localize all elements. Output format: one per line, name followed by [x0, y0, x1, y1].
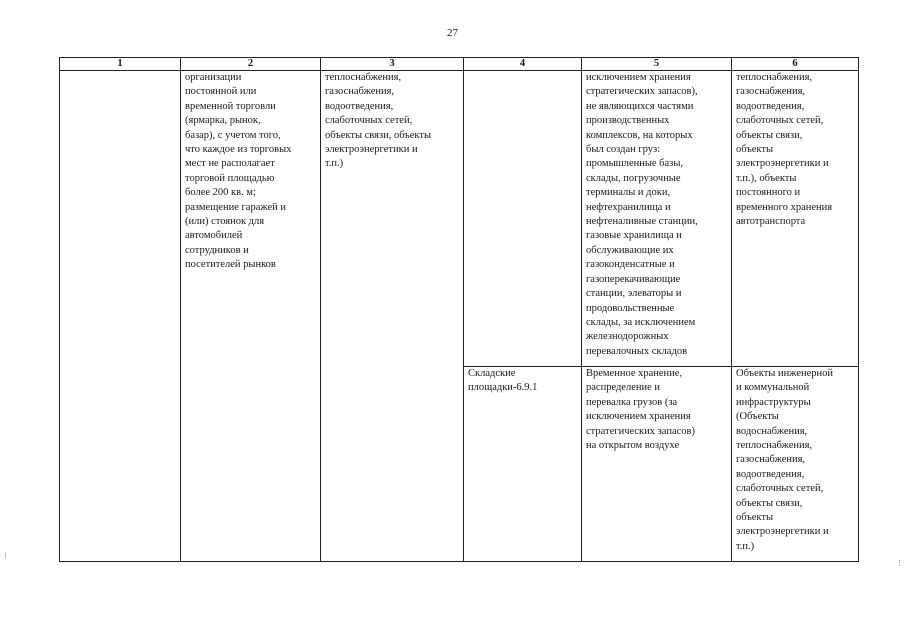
cell-text: теплоснабжения, газоснабжения, водоотведения, слаботочных сетей, объекты связи, объекты электроэнергетики и т.п.), объекты постоянного и временного хранения автотранспорта — [736, 72, 833, 228]
cell-text: исключением хранения стратегических запасов), не являющихся частями производственных комплексов, на которых был создан груз: промышленные базы, склады, погрузочные терминалы и доки, нефтехранилища и нефтеналивные станции, газовые хранилища и обслуживающие их газоконденсатные и газоперекачивающие станции, элеваторы и продовольственные склады, за исключением железнодорожных перевалочных складов — [586, 72, 698, 357]
table-cell-col5 — [582, 71, 732, 367]
column-header-3: 3 — [321, 58, 464, 71]
cell-text: организации постоянной или временной торговли (ярмарка, рынок, базар), с учетом того, что каждое из торговых мест не располагает торговой площадью более 200 кв. м; размещение гаражей и (или) стоянок для автомобилей сотрудников и посетителей рынков — [185, 72, 292, 271]
table-header-row — [60, 58, 859, 71]
table-body — [60, 71, 859, 562]
table-cell-col1 — [60, 71, 181, 562]
page-number: 27 — [447, 27, 458, 39]
cell-text: Временное хранение, распределение и перевалка грузов (за исключением хранения стратегических запасов) на открытом воздухе — [586, 368, 695, 452]
table-cell-col5 — [582, 367, 732, 562]
table-header — [60, 58, 859, 71]
column-header-4: 4 — [464, 58, 582, 71]
column-header-5: 5 — [582, 58, 732, 71]
column-header-6: 6 — [732, 58, 859, 71]
table-cell-col2 — [181, 71, 321, 562]
scan-edge-mark-left: ⋮ — [2, 552, 9, 560]
column-header-1: 1 — [60, 58, 181, 71]
scan-edge-mark-right: ⋮ — [896, 559, 903, 567]
table-cell-col4 — [464, 367, 582, 562]
table-cell-col3 — [321, 71, 464, 562]
document-table — [59, 57, 859, 562]
table-cell-col6 — [732, 71, 859, 367]
table-cell-col6 — [732, 367, 859, 562]
cell-text: Складские площадки-6.9.1 — [468, 368, 538, 394]
cell-text: Объекты инженерной и коммунальной инфраструктуры (Объекты водоснабжения, теплоснабжения, газоснабжения, водоотведения, слаботочных сетей, объекты связи, объекты электроэнергетики и т.п.) — [736, 368, 834, 552]
table-row — [60, 71, 859, 367]
cell-text: теплоснабжения, газоснабжения, водоотведения, слаботочных сетей, объекты связи, объекты электроэнергетики и т.п.) — [325, 72, 432, 170]
column-header-2: 2 — [181, 58, 321, 71]
table-cell-col4 — [464, 71, 582, 367]
